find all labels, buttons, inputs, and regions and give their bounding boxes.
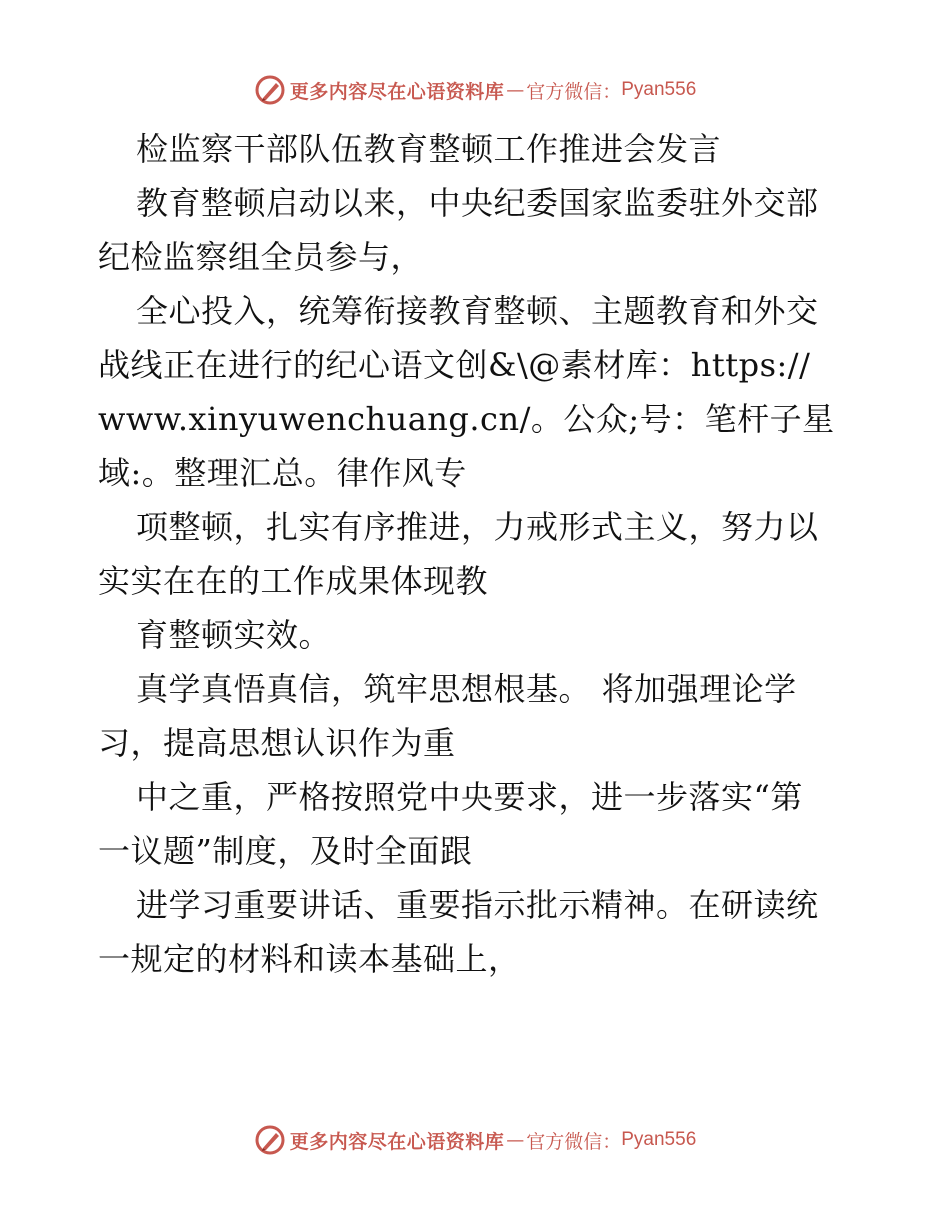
text-line: 教育整顿启动以来，中央纪委国家监委驻外交部 [136, 184, 819, 222]
text-line: 纪检监察组全员参与， [98, 238, 424, 276]
pen-logo-icon [254, 74, 286, 106]
footer-banner [0, 1120, 950, 1160]
text-line: 育整顿实效。 [136, 616, 332, 654]
text-line: 检监察干部队伍教育整顿工作推进会发言 [136, 130, 722, 168]
text-line: 习，提高思想认识作为重 [98, 724, 456, 762]
text-line: 全心投入，统筹衔接教育整顿、主题教育和外交 [136, 292, 819, 330]
banner-wechat-id: Pyan556 [621, 79, 697, 100]
text-line: 进学习重要讲话、重要指示批示精神。在研读统 [136, 886, 819, 924]
text-line: 一议题”制度，及时全面跟 [98, 832, 473, 870]
banner-brand: 更多内容尽在心语资料库 [289, 80, 505, 103]
document-body [98, 122, 858, 986]
banner-wechat-id: Pyan556 [621, 1129, 697, 1150]
text-line: 实实在在的工作成果体现教 [98, 562, 489, 600]
text-line: 一规定的材料和读本基础上， [98, 940, 521, 978]
header-banner [0, 70, 950, 110]
text-line: 真学真悟真信，筑牢思想根基。 将加强理论学 [136, 670, 797, 708]
banner-brand: 更多内容尽在心语资料库 [289, 1130, 505, 1153]
text-line: 域:。整理汇总。律作风专 [98, 454, 467, 492]
banner-dash: — [506, 1129, 525, 1151]
text-line: www.xinyuwenchuang.cn/。公众;号：笔杆子星 [98, 400, 835, 438]
banner-official-label: 官方微信： [526, 1130, 622, 1153]
text-line: 中之重，严格按照党中央要求，进一步落实“第 [136, 778, 803, 816]
text-line: 战线正在进行的纪心语文创&\@素材库：https:// [98, 346, 811, 384]
banner-official-label: 官方微信： [526, 80, 622, 103]
pen-logo-icon [254, 1124, 286, 1156]
banner-dash: — [506, 79, 525, 101]
text-line: 项整顿，扎实有序推进，力戒形式主义，努力以 [136, 508, 819, 546]
